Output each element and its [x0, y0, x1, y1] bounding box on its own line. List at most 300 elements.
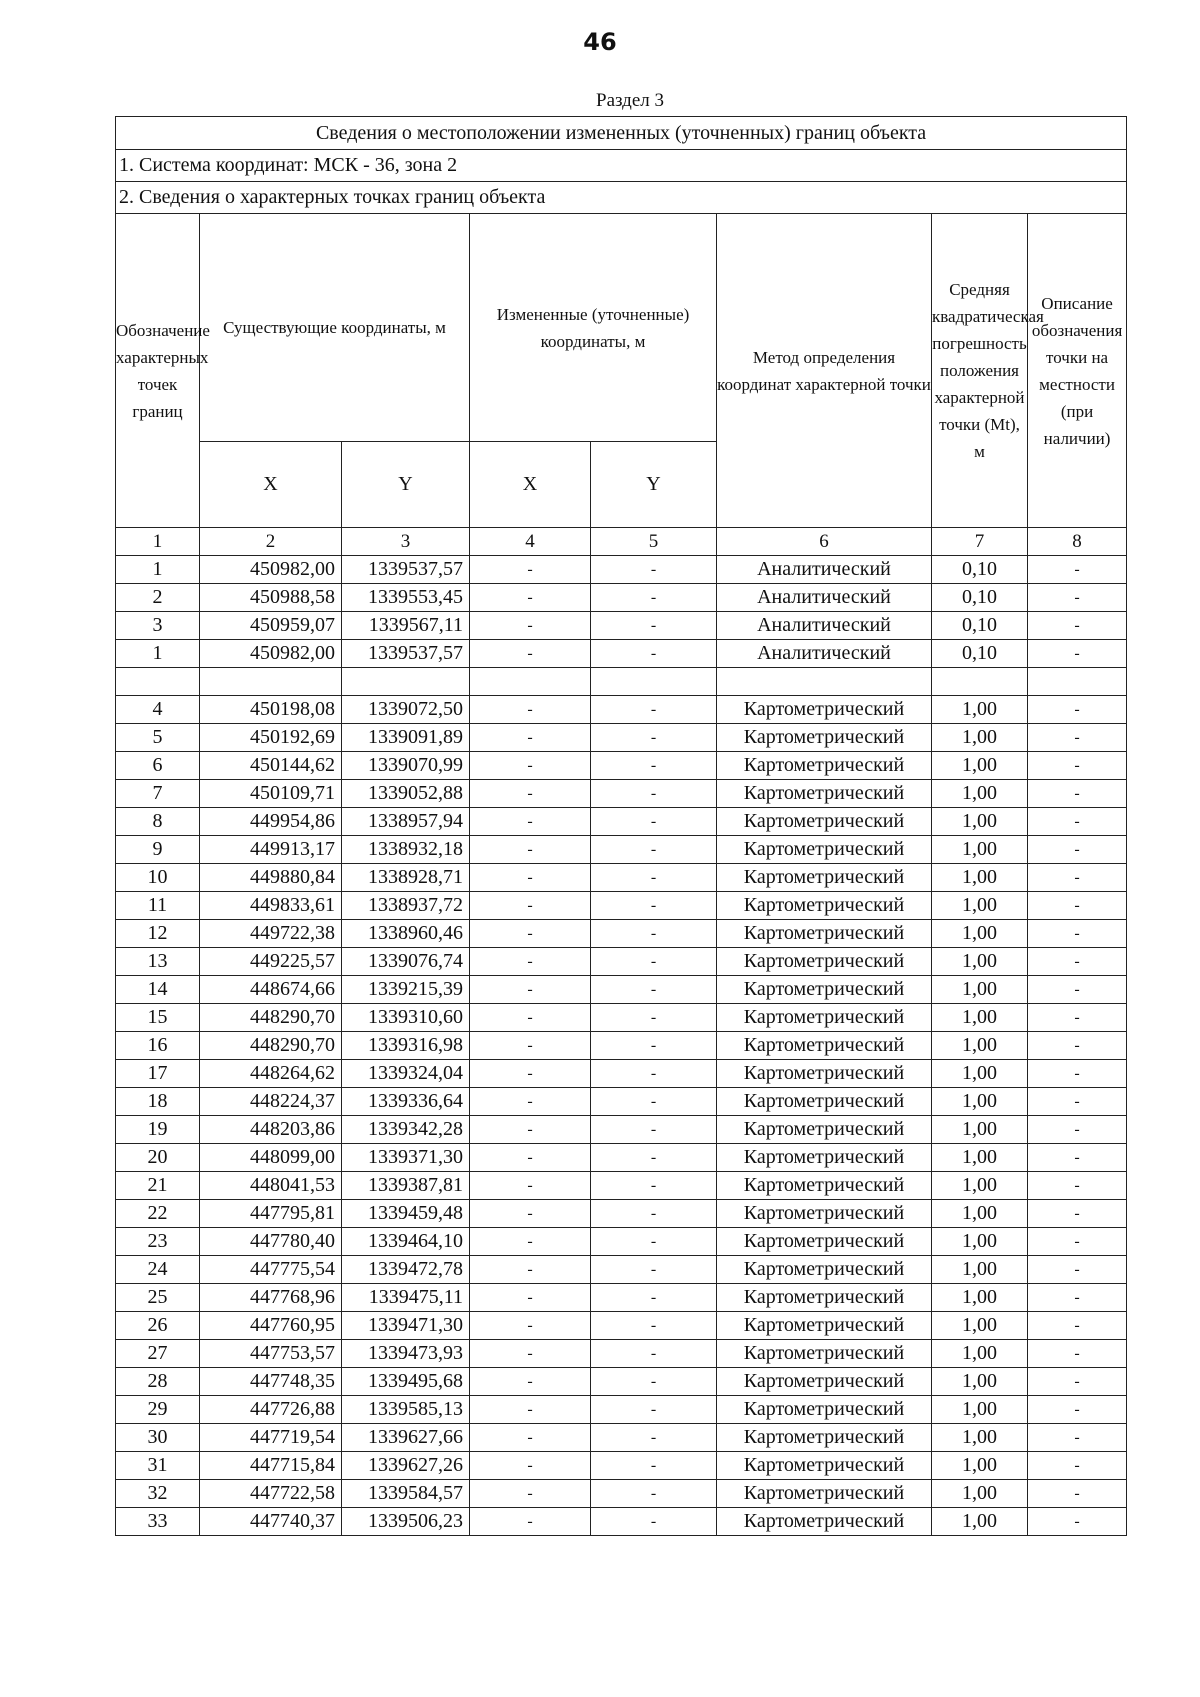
- changed-y-cell: -: [591, 612, 717, 640]
- changed-x-cell: -: [470, 808, 591, 836]
- table-row: [116, 836, 1127, 864]
- changed-y-cell: -: [591, 1032, 717, 1060]
- description-cell: -: [1028, 640, 1127, 668]
- existing-y-cell: 1339324,04: [342, 1060, 470, 1088]
- point-id-cell: 16: [116, 1032, 200, 1060]
- existing-x-cell: 450982,00: [200, 556, 342, 584]
- method-cell: Картометрический: [717, 1284, 932, 1312]
- column-number-row: [116, 528, 1127, 556]
- changed-x-cell: -: [470, 1368, 591, 1396]
- mean-error-cell: 1,00: [932, 892, 1028, 920]
- changed-y-cell: -: [591, 1088, 717, 1116]
- description-cell: -: [1028, 808, 1127, 836]
- column-number: 5: [591, 528, 717, 556]
- existing-x-cell: 447795,81: [200, 1200, 342, 1228]
- point-id-cell: 1: [116, 556, 200, 584]
- changed-y-cell: -: [591, 1004, 717, 1032]
- changed-y-cell: -: [591, 976, 717, 1004]
- changed-y-cell: -: [591, 1312, 717, 1340]
- table-row: [116, 948, 1127, 976]
- coordinate-system: 1. Система координат: МСК - 36, зона 2: [116, 150, 1127, 182]
- header-changed-x: X: [470, 442, 591, 528]
- point-id-cell: 6: [116, 752, 200, 780]
- changed-x-cell: -: [470, 836, 591, 864]
- method-cell: Картометрический: [717, 892, 932, 920]
- point-id-cell: 14: [116, 976, 200, 1004]
- table-row: [116, 668, 1127, 696]
- changed-x-cell: -: [470, 752, 591, 780]
- column-number: 6: [717, 528, 932, 556]
- existing-x-cell: 449880,84: [200, 864, 342, 892]
- changed-x-cell: -: [470, 1508, 591, 1536]
- changed-y-cell: -: [591, 1340, 717, 1368]
- table-row: [116, 1200, 1127, 1228]
- table-row: [116, 1172, 1127, 1200]
- point-id-cell: 20: [116, 1144, 200, 1172]
- mean-error-cell: 1,00: [932, 1172, 1028, 1200]
- table-row: [116, 808, 1127, 836]
- table-row: [116, 1060, 1127, 1088]
- changed-x-cell: -: [470, 584, 591, 612]
- point-id-cell: 3: [116, 612, 200, 640]
- header-changed-coords: Измененные (уточненные) координаты, м: [470, 214, 717, 442]
- header-changed-y: Y: [591, 442, 717, 528]
- existing-x-cell: 449722,38: [200, 920, 342, 948]
- table-row: [116, 1424, 1127, 1452]
- table-row: [116, 1116, 1127, 1144]
- table-row: [116, 556, 1127, 584]
- existing-y-cell: 1338937,72: [342, 892, 470, 920]
- table-row: [116, 1032, 1127, 1060]
- existing-y-cell: 1339537,57: [342, 640, 470, 668]
- point-id-cell: 33: [116, 1508, 200, 1536]
- description-cell: -: [1028, 612, 1127, 640]
- description-cell: -: [1028, 1256, 1127, 1284]
- changed-y-cell: -: [591, 1172, 717, 1200]
- description-cell: -: [1028, 1480, 1127, 1508]
- description-cell: -: [1028, 1228, 1127, 1256]
- mean-error-cell: 1,00: [932, 1396, 1028, 1424]
- mean-error-cell: 1,00: [932, 1060, 1028, 1088]
- changed-y-cell: -: [591, 920, 717, 948]
- existing-y-cell: 1339473,93: [342, 1340, 470, 1368]
- existing-y-cell: 1339627,26: [342, 1452, 470, 1480]
- table-row: [116, 1228, 1127, 1256]
- existing-y-cell: 1338928,71: [342, 864, 470, 892]
- column-number: 8: [1028, 528, 1127, 556]
- existing-y-cell: 1339342,28: [342, 1116, 470, 1144]
- existing-x-cell: 447722,58: [200, 1480, 342, 1508]
- section-label: Раздел 3: [596, 90, 664, 111]
- point-id-cell: 5: [116, 724, 200, 752]
- method-cell: Картометрический: [717, 948, 932, 976]
- method-cell: [717, 668, 932, 696]
- header-point-id: Обозначение характерных точек границ: [116, 214, 200, 528]
- existing-y-cell: 1339371,30: [342, 1144, 470, 1172]
- existing-x-cell: 449913,17: [200, 836, 342, 864]
- description-cell: -: [1028, 780, 1127, 808]
- mean-error-cell: 1,00: [932, 696, 1028, 724]
- existing-y-cell: 1339091,89: [342, 724, 470, 752]
- changed-x-cell: [470, 668, 591, 696]
- table-row: [116, 1368, 1127, 1396]
- point-id-cell: 4: [116, 696, 200, 724]
- description-cell: -: [1028, 1424, 1127, 1452]
- description-cell: -: [1028, 752, 1127, 780]
- existing-y-cell: 1339336,64: [342, 1088, 470, 1116]
- mean-error-cell: 1,00: [932, 1284, 1028, 1312]
- changed-y-cell: -: [591, 1424, 717, 1452]
- existing-x-cell: 447719,54: [200, 1424, 342, 1452]
- existing-x-cell: 450959,07: [200, 612, 342, 640]
- changed-x-cell: -: [470, 864, 591, 892]
- table-row: [116, 1004, 1127, 1032]
- existing-x-cell: 447780,40: [200, 1228, 342, 1256]
- existing-x-cell: 450988,58: [200, 584, 342, 612]
- table-row: [116, 724, 1127, 752]
- method-cell: Картометрический: [717, 1480, 932, 1508]
- description-cell: -: [1028, 1144, 1127, 1172]
- method-cell: Аналитический: [717, 612, 932, 640]
- table-row: [116, 1480, 1127, 1508]
- table-row: [116, 864, 1127, 892]
- existing-x-cell: 448041,53: [200, 1172, 342, 1200]
- changed-x-cell: -: [470, 1256, 591, 1284]
- table-row: [116, 1396, 1127, 1424]
- existing-y-cell: 1339584,57: [342, 1480, 470, 1508]
- method-cell: Картометрический: [717, 724, 932, 752]
- changed-x-cell: -: [470, 1424, 591, 1452]
- changed-x-cell: -: [470, 780, 591, 808]
- table-row: [116, 1144, 1127, 1172]
- method-cell: Картометрический: [717, 1368, 932, 1396]
- point-id-cell: 11: [116, 892, 200, 920]
- existing-x-cell: 448264,62: [200, 1060, 342, 1088]
- description-cell: -: [1028, 1116, 1127, 1144]
- changed-y-cell: -: [591, 696, 717, 724]
- existing-x-cell: 449225,57: [200, 948, 342, 976]
- description-cell: -: [1028, 1452, 1127, 1480]
- method-cell: Картометрический: [717, 1172, 932, 1200]
- existing-x-cell: 447768,96: [200, 1284, 342, 1312]
- table-row: [116, 1452, 1127, 1480]
- changed-x-cell: -: [470, 892, 591, 920]
- mean-error-cell: 1,00: [932, 1480, 1028, 1508]
- mean-error-cell: 1,00: [932, 1200, 1028, 1228]
- point-id-cell: 23: [116, 1228, 200, 1256]
- method-cell: Картометрический: [717, 1452, 932, 1480]
- changed-y-cell: -: [591, 1508, 717, 1536]
- column-number: 4: [470, 528, 591, 556]
- existing-x-cell: 447726,88: [200, 1396, 342, 1424]
- method-cell: Картометрический: [717, 1060, 932, 1088]
- method-cell: Картометрический: [717, 1424, 932, 1452]
- point-id-cell: 24: [116, 1256, 200, 1284]
- description-cell: -: [1028, 1396, 1127, 1424]
- changed-y-cell: -: [591, 1256, 717, 1284]
- boundary-points-table: [115, 116, 1127, 1536]
- table-row: [116, 752, 1127, 780]
- point-id-cell: 9: [116, 836, 200, 864]
- point-id-cell: 18: [116, 1088, 200, 1116]
- existing-y-cell: 1339387,81: [342, 1172, 470, 1200]
- existing-y-cell: 1339310,60: [342, 1004, 470, 1032]
- method-cell: Картометрический: [717, 752, 932, 780]
- points-heading: 2. Сведения о характерных точках границ объекта: [116, 182, 1127, 214]
- mean-error-cell: 1,00: [932, 1508, 1028, 1536]
- existing-y-cell: 1339553,45: [342, 584, 470, 612]
- table-row: [116, 780, 1127, 808]
- existing-y-cell: 1339475,11: [342, 1284, 470, 1312]
- page-number: 46: [583, 28, 617, 56]
- table-row: [116, 1340, 1127, 1368]
- mean-error-cell: 1,00: [932, 752, 1028, 780]
- method-cell: Картометрический: [717, 1088, 932, 1116]
- changed-x-cell: -: [470, 1088, 591, 1116]
- existing-y-cell: [342, 668, 470, 696]
- description-cell: -: [1028, 1284, 1127, 1312]
- description-cell: -: [1028, 948, 1127, 976]
- existing-y-cell: 1339316,98: [342, 1032, 470, 1060]
- changed-y-cell: -: [591, 1368, 717, 1396]
- mean-error-cell: 1,00: [932, 1004, 1028, 1032]
- existing-x-cell: 448099,00: [200, 1144, 342, 1172]
- table-row: [116, 696, 1127, 724]
- method-cell: Картометрический: [717, 808, 932, 836]
- changed-x-cell: -: [470, 1340, 591, 1368]
- changed-y-cell: -: [591, 752, 717, 780]
- point-id-cell: 17: [116, 1060, 200, 1088]
- existing-x-cell: 447775,54: [200, 1256, 342, 1284]
- description-cell: -: [1028, 892, 1127, 920]
- existing-y-cell: 1339567,11: [342, 612, 470, 640]
- existing-y-cell: 1339506,23: [342, 1508, 470, 1536]
- description-cell: -: [1028, 1088, 1127, 1116]
- point-id-cell: 10: [116, 864, 200, 892]
- method-cell: Картометрический: [717, 1508, 932, 1536]
- existing-x-cell: 448290,70: [200, 1004, 342, 1032]
- column-number: 2: [200, 528, 342, 556]
- existing-y-cell: 1338957,94: [342, 808, 470, 836]
- changed-y-cell: -: [591, 1144, 717, 1172]
- table-row: [116, 976, 1127, 1004]
- method-cell: Картометрический: [717, 1228, 932, 1256]
- changed-x-cell: -: [470, 1480, 591, 1508]
- existing-y-cell: 1339585,13: [342, 1396, 470, 1424]
- description-cell: -: [1028, 696, 1127, 724]
- table-body: [116, 556, 1127, 1536]
- mean-error-cell: 1,00: [932, 948, 1028, 976]
- method-cell: Картометрический: [717, 1200, 932, 1228]
- existing-x-cell: 448224,37: [200, 1088, 342, 1116]
- existing-y-cell: 1339459,48: [342, 1200, 470, 1228]
- existing-y-cell: 1339495,68: [342, 1368, 470, 1396]
- existing-x-cell: 447753,57: [200, 1340, 342, 1368]
- changed-y-cell: -: [591, 1396, 717, 1424]
- changed-y-cell: -: [591, 864, 717, 892]
- existing-x-cell: 450144,62: [200, 752, 342, 780]
- existing-x-cell: 448674,66: [200, 976, 342, 1004]
- description-cell: -: [1028, 1368, 1127, 1396]
- point-id-cell: 7: [116, 780, 200, 808]
- changed-y-cell: -: [591, 1116, 717, 1144]
- method-cell: Картометрический: [717, 976, 932, 1004]
- changed-x-cell: -: [470, 1284, 591, 1312]
- description-cell: [1028, 668, 1127, 696]
- mean-error-cell: 1,00: [932, 1116, 1028, 1144]
- point-id-cell: 32: [116, 1480, 200, 1508]
- changed-y-cell: -: [591, 1060, 717, 1088]
- point-id-cell: 22: [116, 1200, 200, 1228]
- existing-x-cell: 449954,86: [200, 808, 342, 836]
- existing-y-cell: 1339052,88: [342, 780, 470, 808]
- existing-x-cell: 450198,08: [200, 696, 342, 724]
- point-id-cell: [116, 668, 200, 696]
- existing-x-cell: 448290,70: [200, 1032, 342, 1060]
- changed-y-cell: -: [591, 1284, 717, 1312]
- changed-y-cell: -: [591, 836, 717, 864]
- description-cell: -: [1028, 1508, 1127, 1536]
- existing-x-cell: 450982,00: [200, 640, 342, 668]
- table-row: [116, 612, 1127, 640]
- existing-y-cell: 1339464,10: [342, 1228, 470, 1256]
- method-cell: Картометрический: [717, 1312, 932, 1340]
- changed-y-cell: [591, 668, 717, 696]
- changed-y-cell: -: [591, 1228, 717, 1256]
- mean-error-cell: 1,00: [932, 1032, 1028, 1060]
- existing-x-cell: 449833,61: [200, 892, 342, 920]
- method-cell: Картометрический: [717, 1256, 932, 1284]
- mean-error-cell: [932, 668, 1028, 696]
- changed-y-cell: -: [591, 724, 717, 752]
- table-row: [116, 584, 1127, 612]
- changed-x-cell: -: [470, 920, 591, 948]
- changed-x-cell: -: [470, 1032, 591, 1060]
- table-row: [116, 1312, 1127, 1340]
- method-cell: Картометрический: [717, 864, 932, 892]
- changed-y-cell: -: [591, 808, 717, 836]
- method-cell: Картометрический: [717, 1144, 932, 1172]
- changed-x-cell: -: [470, 948, 591, 976]
- changed-x-cell: -: [470, 640, 591, 668]
- description-cell: -: [1028, 1312, 1127, 1340]
- point-id-cell: 26: [116, 1312, 200, 1340]
- existing-y-cell: 1339072,50: [342, 696, 470, 724]
- mean-error-cell: 1,00: [932, 808, 1028, 836]
- existing-x-cell: 447760,95: [200, 1312, 342, 1340]
- method-cell: Аналитический: [717, 640, 932, 668]
- method-cell: Картометрический: [717, 920, 932, 948]
- existing-y-cell: 1339215,39: [342, 976, 470, 1004]
- method-cell: Картометрический: [717, 696, 932, 724]
- changed-x-cell: -: [470, 976, 591, 1004]
- mean-error-cell: 0,10: [932, 640, 1028, 668]
- mean-error-cell: 1,00: [932, 1144, 1028, 1172]
- table-row: [116, 892, 1127, 920]
- point-id-cell: 21: [116, 1172, 200, 1200]
- existing-x-cell: 447740,37: [200, 1508, 342, 1536]
- existing-x-cell: 448203,86: [200, 1116, 342, 1144]
- changed-x-cell: -: [470, 696, 591, 724]
- header-description: Описание обозначения точки на местности (при наличии): [1028, 214, 1127, 528]
- changed-y-cell: -: [591, 948, 717, 976]
- mean-error-cell: 1,00: [932, 920, 1028, 948]
- changed-y-cell: -: [591, 640, 717, 668]
- table-row: [116, 640, 1127, 668]
- point-id-cell: 27: [116, 1340, 200, 1368]
- method-cell: Картометрический: [717, 836, 932, 864]
- mean-error-cell: 1,00: [932, 780, 1028, 808]
- mean-error-cell: 1,00: [932, 1368, 1028, 1396]
- description-cell: -: [1028, 724, 1127, 752]
- point-id-cell: 13: [116, 948, 200, 976]
- existing-y-cell: 1338932,18: [342, 836, 470, 864]
- table-row: [116, 1284, 1127, 1312]
- changed-x-cell: -: [470, 1200, 591, 1228]
- description-cell: -: [1028, 1004, 1127, 1032]
- description-cell: -: [1028, 920, 1127, 948]
- mean-error-cell: 0,10: [932, 584, 1028, 612]
- existing-y-cell: 1339627,66: [342, 1424, 470, 1452]
- mean-error-cell: 1,00: [932, 1228, 1028, 1256]
- changed-x-cell: -: [470, 1172, 591, 1200]
- header-existing-x: X: [200, 442, 342, 528]
- existing-x-cell: 447748,35: [200, 1368, 342, 1396]
- point-id-cell: 2: [116, 584, 200, 612]
- mean-error-cell: 1,00: [932, 1340, 1028, 1368]
- mean-error-cell: 1,00: [932, 836, 1028, 864]
- description-cell: -: [1028, 1060, 1127, 1088]
- header-existing-coords: Существующие координаты, м: [200, 214, 470, 442]
- mean-error-cell: 1,00: [932, 724, 1028, 752]
- changed-x-cell: -: [470, 556, 591, 584]
- method-cell: Картометрический: [717, 1396, 932, 1424]
- changed-y-cell: -: [591, 892, 717, 920]
- description-cell: -: [1028, 1340, 1127, 1368]
- point-id-cell: 12: [116, 920, 200, 948]
- table-row: [116, 1508, 1127, 1536]
- point-id-cell: 25: [116, 1284, 200, 1312]
- changed-y-cell: -: [591, 1480, 717, 1508]
- changed-x-cell: -: [470, 1396, 591, 1424]
- method-cell: Картометрический: [717, 1004, 932, 1032]
- description-cell: -: [1028, 584, 1127, 612]
- changed-y-cell: -: [591, 556, 717, 584]
- mean-error-cell: 1,00: [932, 1256, 1028, 1284]
- mean-error-cell: 1,00: [932, 864, 1028, 892]
- mean-error-cell: 0,10: [932, 612, 1028, 640]
- mean-error-cell: 1,00: [932, 1088, 1028, 1116]
- description-cell: -: [1028, 864, 1127, 892]
- existing-y-cell: 1339472,78: [342, 1256, 470, 1284]
- method-cell: Аналитический: [717, 556, 932, 584]
- changed-x-cell: -: [470, 1116, 591, 1144]
- method-cell: Картометрический: [717, 1032, 932, 1060]
- changed-y-cell: -: [591, 1200, 717, 1228]
- mean-error-cell: 1,00: [932, 1312, 1028, 1340]
- header-mean-error: Средняя квадратическая погрешность положения характерной точки (Mt), м: [932, 214, 1028, 528]
- point-id-cell: 19: [116, 1116, 200, 1144]
- method-cell: Аналитический: [717, 584, 932, 612]
- mean-error-cell: 1,00: [932, 976, 1028, 1004]
- existing-y-cell: 1339076,74: [342, 948, 470, 976]
- method-cell: Картометрический: [717, 1116, 932, 1144]
- changed-y-cell: -: [591, 1452, 717, 1480]
- changed-x-cell: -: [470, 1004, 591, 1032]
- changed-y-cell: -: [591, 780, 717, 808]
- description-cell: -: [1028, 1200, 1127, 1228]
- point-id-cell: 30: [116, 1424, 200, 1452]
